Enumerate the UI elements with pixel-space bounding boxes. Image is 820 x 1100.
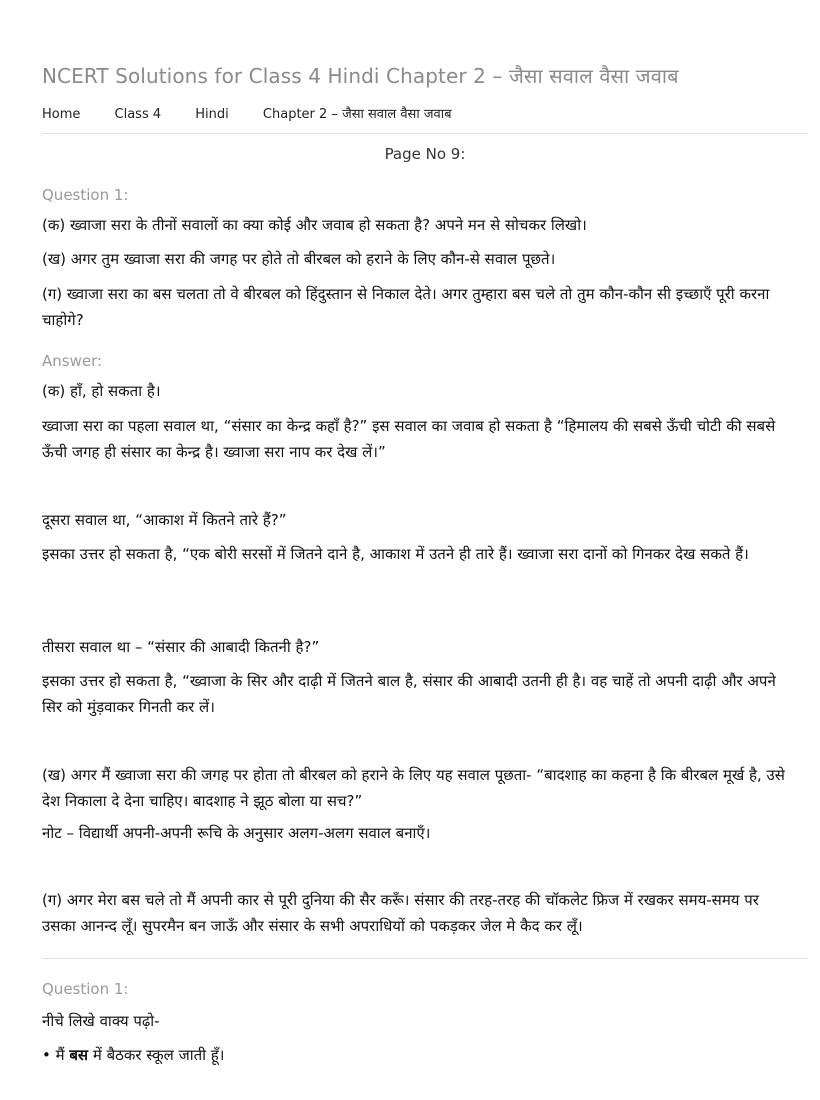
answer-a-first [42, 413, 790, 465]
answer-text: (ग) अगर मेरा बस चले तो मैं अपनी कार से पूरी दुनिया की सैर करूँ। संसार की तरह-तरह की चॉकलेट फ्रिज में रखकर समय-समय पर उसका आनन्द लूँ। सुपरमैन बन जाऊँ और संसार के सभी अपराधियों को पकड़कर जेल मे कैद कर लूँ। [42, 891, 759, 935]
answer-text: ख्वाजा सरा का पहला सवाल था, “संसार का केन्द्र कहाँ है?” इस सवाल का जवाब हो सकता है “हिमालय की सबसे ऊँची चोटी की सबसे ऊँची जगह ही संसार का केन्द्र है। ख्वाजा सरा नाप कर देख लें।” [42, 417, 776, 461]
answer-text: (ख) अगर मैं ख्वाजा सरा की जगह पर होता तो बीरबल को हराने के लिए यह सवाल पूछता- “बादशाह का कहना है कि बीरबल मूर्ख है, उसे देश निकाला दे देना चाहिए। बादशाह ने झूठ बोला या सच?” [42, 766, 785, 810]
answer-a-third-question [42, 634, 790, 660]
divider [42, 133, 808, 134]
page-title: NCERT Solutions for Class 4 Hindi Chapter 2 – जैसा सवाल वैसा जवाब [42, 64, 679, 88]
note-text: नोट – विद्यार्थी अपनी-अपनी रूचि के अनुसार अलग-अलग सवाल बनाएँ। [42, 824, 431, 842]
breadcrumb-chapter[interactable]: Chapter 2 – जैसा सवाल वैसा जवाब [262, 107, 452, 122]
answer-b-note [42, 820, 790, 846]
answer-text: (क) हाँ, हो सकता है। [42, 382, 161, 400]
question-part-b [42, 246, 790, 272]
question-text: (ख) अगर तुम ख्वाजा सरा की जगह पर होते तो बीरबल को हराने के लिए कौन-से सवाल पूछते। [42, 250, 556, 268]
breadcrumb-home[interactable]: Home [42, 107, 81, 122]
answer-a-third [42, 668, 790, 720]
question-text [42, 1008, 790, 1034]
breadcrumb-subject[interactable]: Hindi [195, 107, 229, 122]
question-label: Question 1: [42, 980, 129, 998]
answer-a-second [42, 541, 790, 567]
bullet-suffix: में बैठकर स्कूल जाती हूँ। [88, 1046, 225, 1064]
answer-label: Answer: [42, 352, 103, 370]
bold-word: बस [69, 1046, 89, 1064]
question-part-c [42, 281, 790, 333]
question-text: नीचे लिखे वाक्य पढ़ो- [42, 1012, 160, 1030]
divider [42, 958, 808, 959]
question-label: Question 1: [42, 186, 129, 204]
page-number: Page No 9: [384, 145, 466, 163]
question-text: (क) ख्वाजा सरा के तीनों सवालों का क्या कोई और जवाब हो सकता है? अपने मन से सोचकर लिखो। [42, 216, 587, 234]
answer-text: दूसरा सवाल था, “आकाश में कितने तारे हैं?” [42, 511, 287, 529]
breadcrumb-class[interactable]: Class 4 [114, 107, 162, 122]
question-text: (ग) ख्वाजा सरा का बस चलता तो वे बीरबल को हिंदुस्तान से निकाल देते। अगर तुम्हारा बस चले तो तुम कौन-कौन सी इच्छाएँ पूरी करना चाहोगे? [42, 285, 770, 329]
answer-b [42, 762, 790, 814]
answer-text: इसका उत्तर हो सकता है, “ख्वाजा के सिर और दाढ़ी में जितने बाल है, संसार की आबादी उतनी ही है। वह चाहें तो अपनी दाढ़ी और अपने सिर को मुंड़वाकर गिनती कर लें। [42, 672, 776, 716]
answer-c [42, 887, 790, 939]
answer-text: इसका उत्तर हो सकता है, “एक बोरी सरसों में जितने दाने है, आकाश में उतने ही तारे हैं। ख्वाजा सरा दानों को गिनकर देख सकते हैं। [42, 545, 749, 563]
answer-text: तीसरा सवाल था – “संसार की आबादी कितनी है?” [42, 638, 320, 656]
example-sentence [42, 1042, 790, 1068]
bullet-item [42, 1042, 790, 1068]
answer-a-second-question [42, 507, 790, 533]
answer-a [42, 378, 790, 404]
bullet-prefix: • मैं [42, 1046, 70, 1064]
question-part-a [42, 212, 790, 238]
breadcrumb [42, 104, 482, 122]
